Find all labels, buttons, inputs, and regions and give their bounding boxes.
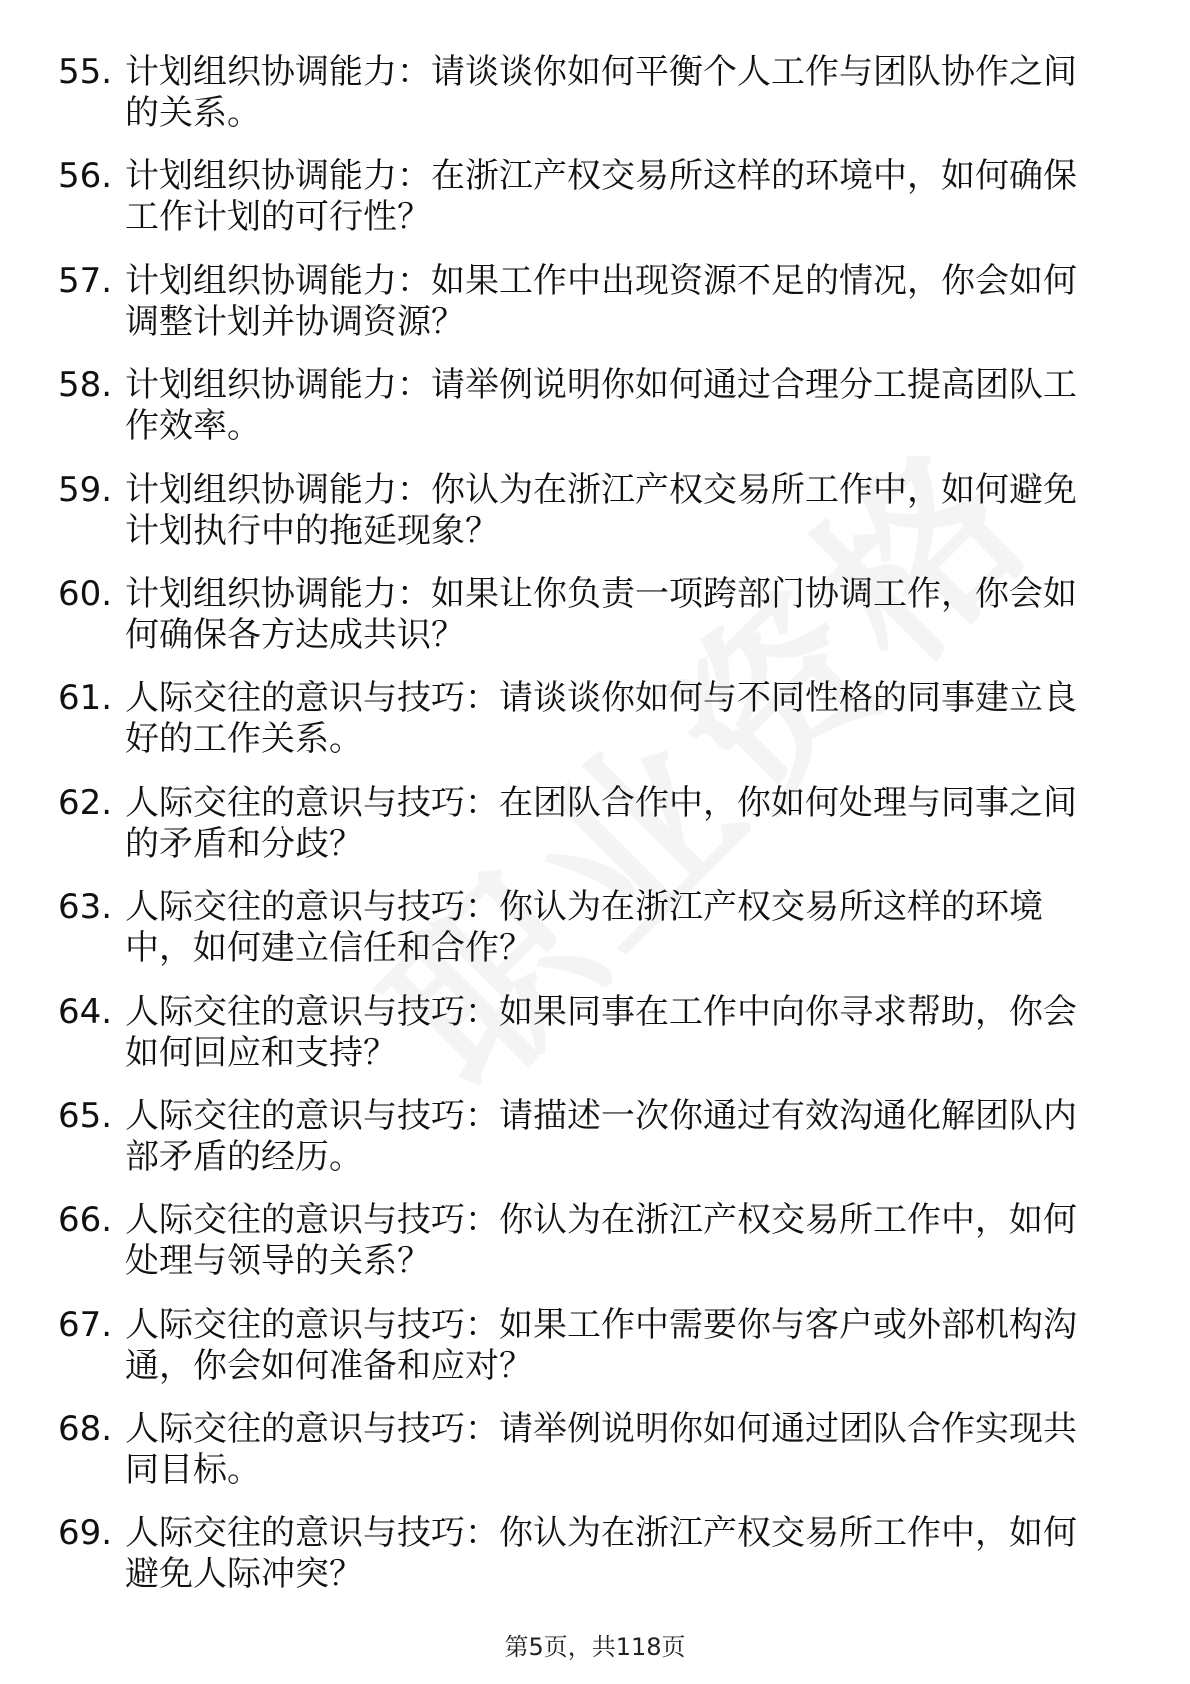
question-number: 55. [58,52,113,92]
question-item-58 [58,365,1118,469]
question-item-68 [58,1409,1118,1513]
question-number: 58. [58,365,113,406]
question-item-65 [58,1096,1118,1200]
question-number: 62. [58,782,113,823]
question-item-62 [58,783,1118,887]
question-text: 计划组织协调能力：请举例说明你如何通过合理分工提高团队工作效率。 [125,365,1077,447]
question-number: 61. [58,678,113,719]
question-number: 69. [58,1513,113,1554]
question-item-67 [58,1305,1118,1409]
question-item-66 [58,1200,1118,1304]
question-number: 68. [58,1409,113,1450]
question-text: 人际交往的意识与技巧：你认为在浙江产权交易所工作中，如何处理与领导的关系？ [125,1200,1077,1282]
question-text: 人际交往的意识与技巧：你认为在浙江产权交易所这样的环境中，如何建立信任和合作？ [125,887,1043,969]
page-footer: 第5页，共118页 [504,1633,686,1661]
question-number: 65. [58,1095,113,1136]
question-list [58,52,1118,1618]
question-text: 计划组织协调能力：请谈谈你如何平衡个人工作与团队协作之间的关系。 [125,52,1077,133]
question-item-60 [58,574,1118,678]
question-number: 66. [58,1200,113,1241]
question-number: 59. [58,469,113,510]
question-text: 人际交往的意识与技巧：如果同事在工作中向你寻求帮助，你会如何回应和支持？ [125,991,1077,1073]
question-text: 人际交往的意识与技巧：在团队合作中，你如何处理与同事之间的矛盾和分歧？ [125,782,1077,864]
question-number: 60. [58,573,113,614]
question-text: 人际交往的意识与技巧：你认为在浙江产权交易所工作中，如何避免人际冲突？ [125,1513,1077,1595]
question-number: 64. [58,991,113,1032]
question-text: 人际交往的意识与技巧：请举例说明你如何通过团队合作实现共同目标。 [125,1409,1077,1491]
question-item-64 [58,992,1118,1096]
question-text: 人际交往的意识与技巧：如果工作中需要你与客户或外部机构沟通，你会如何准备和应对？ [125,1304,1077,1386]
question-number: 63. [58,887,113,928]
question-text: 计划组织协调能力：如果工作中出现资源不足的情况，你会如何调整计划并协调资源？ [125,260,1077,342]
question-item-59 [58,470,1118,574]
question-item-61 [58,678,1118,782]
question-text: 人际交往的意识与技巧：请描述一次你通过有效沟通化解团队内部矛盾的经历。 [125,1095,1077,1177]
question-text: 计划组织协调能力：你认为在浙江产权交易所工作中，如何避免计划执行中的拖延现象？ [125,469,1077,551]
question-item-63 [58,887,1118,991]
question-text: 计划组织协调能力：如果让你负责一项跨部门协调工作，你会如何确保各方达成共识？ [125,573,1077,655]
question-number: 56. [58,156,113,197]
question-item-55 [58,52,1118,156]
question-number: 57. [58,260,113,301]
question-number: 67. [58,1304,113,1345]
question-item-56 [58,156,1118,260]
question-text: 人际交往的意识与技巧：请谈谈你如何与不同性格的同事建立良好的工作关系。 [125,678,1077,760]
question-item-69 [58,1513,1118,1617]
question-item-57 [58,261,1118,365]
question-text: 计划组织协调能力：在浙江产权交易所这样的环境中，如何确保工作计划的可行性？ [125,156,1077,238]
